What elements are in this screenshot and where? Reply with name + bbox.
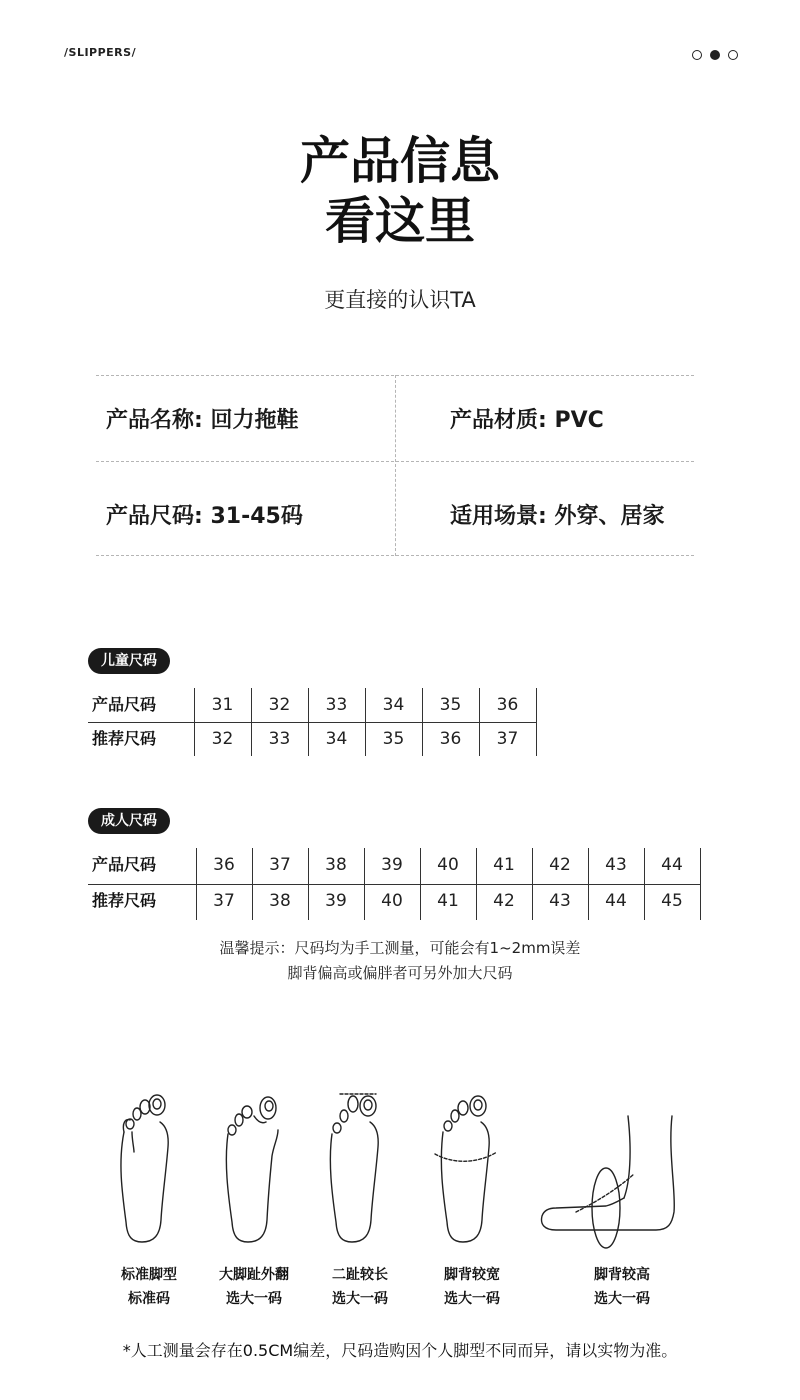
kids-recommended-size-cell: 34 <box>325 729 348 749</box>
page-title-line-1: 产品信息 <box>300 132 500 190</box>
kids-row-label-recommended: 推荐尺码 <box>92 729 157 748</box>
measurement-footnote: *人工测量会存在0.5CM编差，尺码造购因个人脚型不同而异，请以实物为准。 <box>122 1341 678 1360</box>
adult-recommended-size-cell: 40 <box>381 891 403 911</box>
foot-type-advice: 选大一码 <box>226 1291 282 1307</box>
product-info-table <box>96 375 694 556</box>
adult-product-size-cell: 42 <box>549 855 571 875</box>
adult-column-divider <box>700 848 701 920</box>
product-usage: 适用场景: 外穿、居家 <box>450 504 665 529</box>
standard-foot-icon <box>112 1092 180 1246</box>
foot-type-label: 二趾较长 <box>332 1267 388 1283</box>
adult-product-size-cell: 43 <box>605 855 627 875</box>
kids-row-label-product: 产品尺码 <box>92 695 157 714</box>
adult-product-size-cell: 38 <box>325 855 347 875</box>
foot-label-high-instep <box>572 1263 672 1311</box>
kids-product-size-cell: 33 <box>325 695 348 715</box>
adult-product-size-cell: 36 <box>213 855 235 875</box>
kids-row-divider <box>88 722 536 723</box>
tip-line-1: 温馨提示：尺码均为手工测量，可能会有1~2mm误差 <box>219 939 581 957</box>
adult-recommended-size-cell: 39 <box>325 891 347 911</box>
pagination-dot-3[interactable] <box>728 50 738 60</box>
foot-type-label: 标准脚型 <box>121 1267 177 1283</box>
adult-size-table <box>88 848 704 918</box>
foot-label-bunion <box>204 1263 304 1311</box>
adult-recommended-size-cell: 38 <box>269 891 291 911</box>
long-second-toe-foot-icon <box>322 1090 390 1246</box>
wide-foot-icon <box>433 1092 501 1246</box>
info-table-divider-vertical <box>395 375 396 556</box>
kids-product-size-row <box>88 688 540 722</box>
kids-size-table <box>88 688 540 756</box>
kids-recommended-size-cell: 33 <box>268 729 291 749</box>
product-material: 产品材质: PVC <box>450 408 604 433</box>
pagination-dot-2-active[interactable] <box>710 50 720 60</box>
adult-recommended-size-cell: 42 <box>493 891 515 911</box>
adult-product-size-cell: 40 <box>437 855 459 875</box>
foot-type-advice: 标准码 <box>128 1291 170 1307</box>
kids-recommended-size-cell: 37 <box>496 729 519 749</box>
kids-product-size-cell: 36 <box>496 695 519 715</box>
adult-size-badge: 成人尺码 <box>88 808 170 834</box>
kids-product-size-cell: 35 <box>439 695 462 715</box>
foot-type-advice: 选大一码 <box>594 1291 650 1307</box>
adult-recommended-size-cell: 44 <box>605 891 627 911</box>
adult-recommended-size-cell: 37 <box>213 891 235 911</box>
kids-recommended-size-cell: 32 <box>211 729 234 749</box>
kids-recommended-size-row <box>88 722 540 756</box>
tip-line-2: 脚背偏高或偏胖者可另外加大尺码 <box>287 964 513 982</box>
foot-type-label: 脚背较宽 <box>444 1267 500 1283</box>
foot-type-advice: 选大一码 <box>332 1291 388 1307</box>
adult-product-size-cell: 41 <box>493 855 515 875</box>
brand-tag: /SLIPPERS/ <box>64 46 137 59</box>
adult-product-size-cell: 37 <box>269 855 291 875</box>
product-name: 产品名称: 回力拖鞋 <box>106 408 299 433</box>
adult-product-size-row <box>88 848 704 882</box>
foot-type-label: 大脚趾外翻 <box>219 1267 289 1283</box>
adult-row-label-product: 产品尺码 <box>92 855 157 874</box>
foot-label-long-second-toe <box>312 1263 408 1311</box>
kids-product-size-cell: 34 <box>382 695 405 715</box>
adult-recommended-size-cell: 43 <box>549 891 571 911</box>
bunion-foot-icon <box>218 1092 286 1246</box>
pagination-dot-1[interactable] <box>692 50 702 60</box>
kids-recommended-size-cell: 35 <box>382 729 405 749</box>
adult-recommended-size-row <box>88 884 704 918</box>
adult-product-size-cell: 44 <box>661 855 683 875</box>
adult-recommended-size-cell: 41 <box>437 891 459 911</box>
kids-recommended-size-cell: 36 <box>439 729 462 749</box>
adult-recommended-size-cell: 45 <box>661 891 683 911</box>
high-instep-foot-icon <box>536 1112 680 1250</box>
foot-type-label: 脚背较高 <box>594 1267 650 1283</box>
product-size-range: 产品尺码: 31-45码 <box>106 504 303 529</box>
foot-type-advice: 选大一码 <box>444 1291 500 1307</box>
kids-product-size-cell: 31 <box>211 695 234 715</box>
kids-product-size-cell: 32 <box>268 695 291 715</box>
foot-label-standard <box>102 1263 196 1311</box>
foot-label-wide <box>424 1263 520 1311</box>
page-title-line-2: 看这里 <box>325 192 475 250</box>
kids-size-badge: 儿童尺码 <box>88 648 170 674</box>
kids-column-divider <box>536 688 537 756</box>
pagination-dots <box>692 50 738 60</box>
page-subtitle: 更直接的认识TA <box>324 288 476 312</box>
adult-row-label-recommended: 推荐尺码 <box>92 891 157 910</box>
adult-row-divider <box>88 884 700 885</box>
adult-product-size-cell: 39 <box>381 855 403 875</box>
